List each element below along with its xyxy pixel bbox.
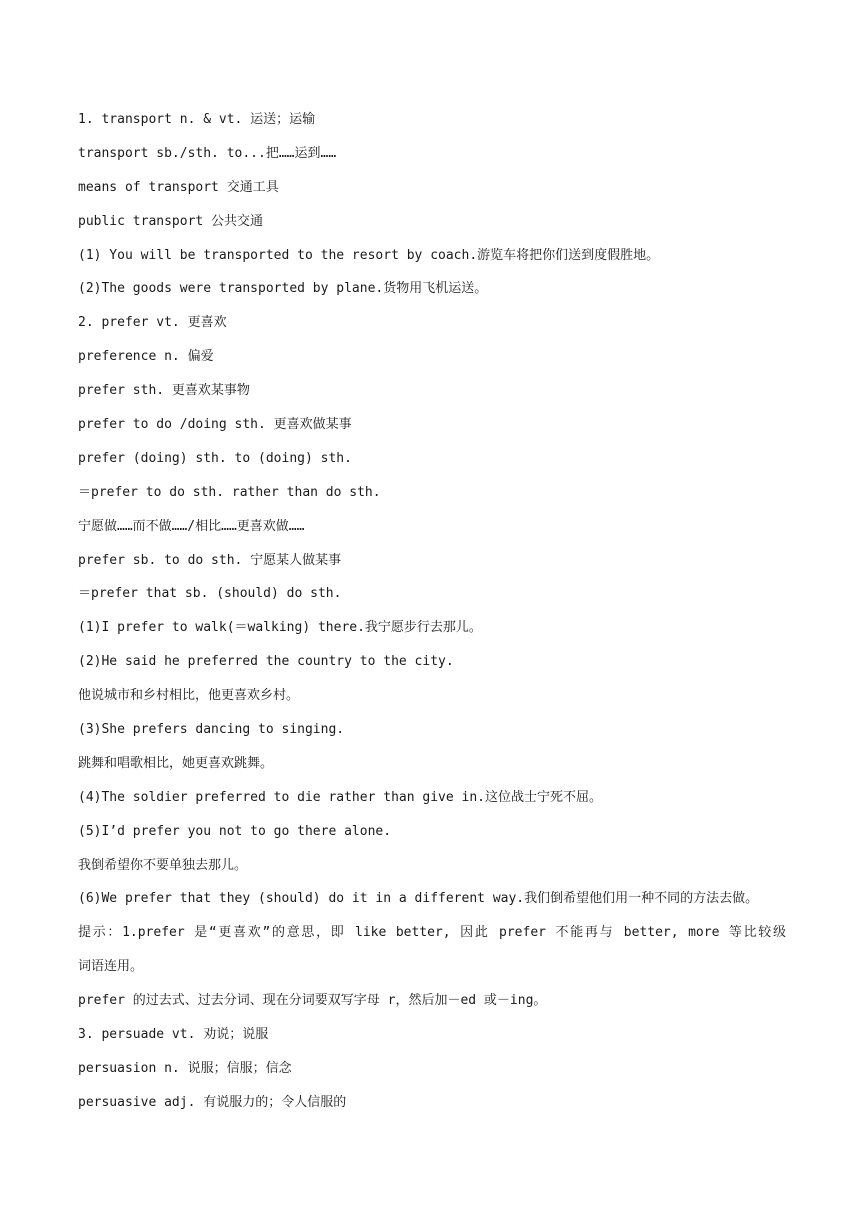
example-translation: 他说城市和乡村相比，他更喜欢乡村。 <box>78 688 300 704</box>
text-line: persuasion n. 说服；信服；信念 <box>78 1060 292 1076</box>
text-line: prefer (doing) sth. to (doing) sth. <box>78 450 352 466</box>
text-line: means of transport 交通工具 <box>78 179 279 195</box>
example-sentence: (6)We prefer that they (should) do it in a different way.我们倒希望他们用一种不同的方法去做。 <box>78 891 759 907</box>
text-line: preference n. 偏爱 <box>78 349 214 365</box>
text-line: public transport 公共交通 <box>78 213 264 229</box>
heading-persuade: 3. persuade vt. 劝说；说服 <box>78 1027 269 1043</box>
heading-prefer: 2. prefer vt. 更喜欢 <box>78 315 227 331</box>
text-line: prefer 的过去式、过去分词、现在分词要双写字母 r，然后加－ed 或－ing。 <box>78 993 547 1009</box>
example-sentence: (2)He said he preferred the country to the city. <box>78 654 454 670</box>
text-line: prefer sb. to do sth. 宁愿某人做某事 <box>78 552 342 568</box>
heading-transport: 1. transport n. & vt. 运送；运输 <box>78 112 316 127</box>
tip-line-continued: 词语连用。 <box>78 959 144 975</box>
example-sentence: (3)She prefers dancing to singing. <box>78 722 345 738</box>
example-sentence: (5)I’d prefer you not to go there alone. <box>78 823 392 839</box>
text-line: prefer to do /doing sth. 更喜欢做某事 <box>78 417 352 433</box>
document-body <box>78 107 786 1124</box>
example-sentence: (1)I prefer to walk(＝walking) there.我宁愿步行去那儿。 <box>78 620 482 636</box>
example-sentence: (4)The soldier preferred to die rather than give in.这位战士宁死不屈。 <box>78 789 602 805</box>
text-line: 宁愿做……而不做……/相比……更喜欢做…… <box>78 518 305 534</box>
example-translation: 跳舞和唱歌相比，她更喜欢跳舞。 <box>78 755 274 771</box>
text-line: transport sb./sth. to...把……运到…… <box>78 145 337 161</box>
text-line: persuasive adj. 有说服力的；令人信服的 <box>78 1094 347 1110</box>
example-sentence: (1) You will be transported to the resort by coach.游览车将把你们送到度假胜地。 <box>78 247 660 263</box>
text-line: prefer sth. 更喜欢某事物 <box>78 383 250 399</box>
tip-line: 提示：1.prefer 是“更喜欢”的意思，即 like better, 因此 prefer 不能再与 better, more 等比较级 <box>78 925 786 941</box>
example-sentence: (2)The goods were transported by plane.货物用飞机运送。 <box>78 281 488 297</box>
text-line: ＝prefer that sb. (should) do sth. <box>78 586 342 602</box>
text-line: ＝prefer to do sth. rather than do sth. <box>78 484 381 500</box>
example-translation: 我倒希望你不要单独去那儿。 <box>78 857 248 873</box>
